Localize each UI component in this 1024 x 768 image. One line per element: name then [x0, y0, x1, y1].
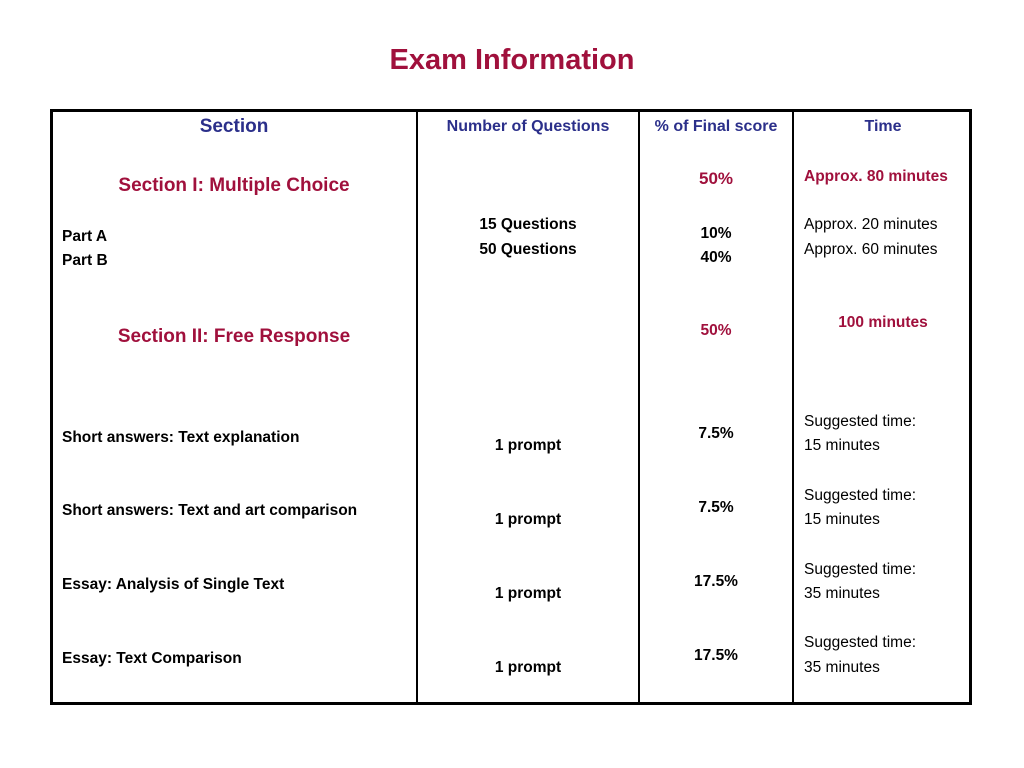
column-divider [638, 111, 640, 703]
header-time: Time [864, 118, 902, 135]
item-time-value: 35 minutes [804, 659, 880, 676]
section2-time: 100 minutes [838, 314, 928, 331]
section1-title: Section I: Multiple Choice [118, 175, 350, 196]
column-divider [416, 111, 418, 703]
header-questions: Number of Questions [446, 118, 610, 135]
item-time-value: 15 minutes [804, 437, 880, 454]
item-time-label: Suggested time: [804, 487, 917, 504]
item-time-value: 35 minutes [804, 585, 880, 602]
item-time-value: 15 minutes [804, 511, 880, 528]
part-a-score: 10% [700, 225, 732, 242]
section1-time: Approx. 80 minutes [804, 168, 948, 185]
item-label: Essay: Text Comparison [62, 650, 242, 667]
column-divider [792, 111, 794, 703]
page-title: Exam Information [389, 44, 635, 76]
item-time-label: Suggested time: [804, 634, 917, 651]
item-score: 17.5% [694, 647, 738, 664]
item-score: 7.5% [698, 425, 734, 442]
header-section: Section [199, 116, 269, 137]
part-a-questions: 15 Questions [479, 216, 577, 233]
part-b-label: Part B [62, 252, 108, 269]
item-time-label: Suggested time: [804, 561, 917, 578]
section2-score: 50% [700, 322, 732, 339]
item-label: Essay: Analysis of Single Text [62, 576, 285, 593]
exam-table [50, 109, 972, 705]
item-questions: 1 prompt [494, 659, 562, 676]
item-questions: 1 prompt [494, 511, 562, 528]
header-score: % of Final score [654, 118, 778, 135]
item-time-label: Suggested time: [804, 413, 917, 430]
section2-title: Section II: Free Response [117, 326, 351, 347]
part-b-score: 40% [700, 249, 732, 266]
part-a-time: Approx. 20 minutes [804, 216, 938, 233]
part-b-time: Approx. 60 minutes [804, 241, 938, 258]
section1-score: 50% [698, 169, 734, 188]
item-score: 17.5% [694, 573, 738, 590]
part-a-label: Part A [62, 228, 108, 245]
item-questions: 1 prompt [494, 585, 562, 602]
item-questions: 1 prompt [494, 437, 562, 454]
part-b-questions: 50 Questions [479, 241, 577, 258]
item-score: 7.5% [698, 499, 734, 516]
item-label: Short answers: Text explanation [62, 429, 300, 446]
item-label: Short answers: Text and art comparison [62, 502, 358, 519]
